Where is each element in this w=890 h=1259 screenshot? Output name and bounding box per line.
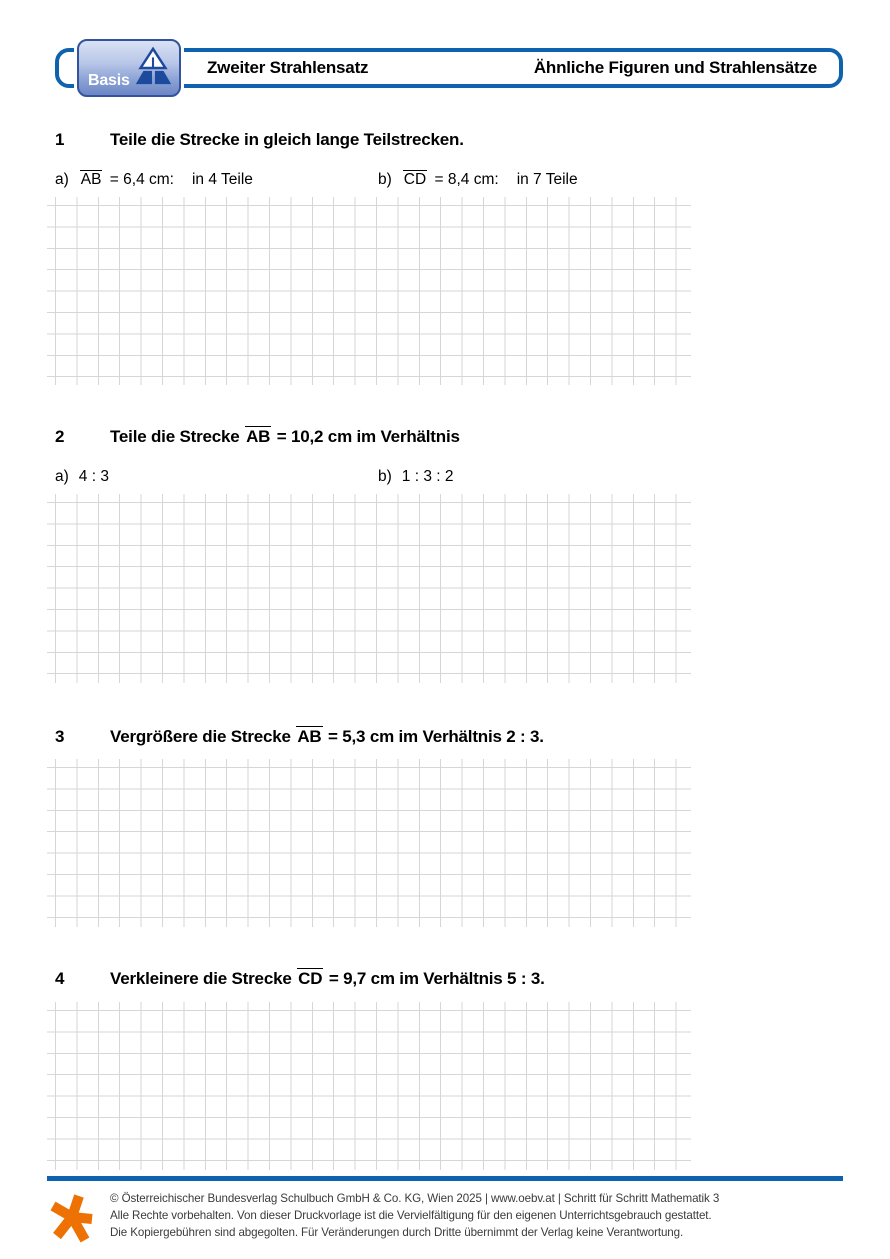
- task-3-number: 3: [55, 727, 65, 746]
- chapter-title: Ähnliche Figuren und Strahlensätze: [533, 58, 817, 77]
- task-2-part-b: [378, 468, 454, 486]
- task-4-heading: [55, 968, 545, 989]
- segment-name: AB: [246, 427, 271, 446]
- task-2-text: Teile die Strecke AB = 10,2 cm im Verhältnis: [110, 427, 460, 446]
- task-2-parts: [0, 468, 890, 490]
- task-2-number: 2: [55, 427, 65, 446]
- part-label: a): [55, 468, 69, 485]
- segment-name: CD: [298, 969, 323, 988]
- part-detail: in 4 Teile: [191, 171, 253, 188]
- strahlensatz-triangle-icon: [132, 46, 174, 88]
- grid-horizontal-lines: [47, 767, 691, 920]
- footer-divider: [47, 1176, 843, 1181]
- ratio-value: 1 : 3 : 2: [401, 468, 454, 485]
- task-1-part-b: [378, 170, 578, 189]
- header-bar: [55, 48, 843, 88]
- segment-name: AB: [297, 727, 322, 746]
- segment-length: = 8,4 cm:: [434, 171, 499, 188]
- footer-copyright: [110, 1190, 770, 1241]
- segment-length: = 6,4 cm:: [109, 171, 174, 188]
- basis-badge: [77, 39, 181, 97]
- footer-line-3: Die Kopiergebühren sind abgegolten. Für Veränderungen durch Dritte übernimmt der Verlag keine Verantwortung.: [110, 1226, 684, 1239]
- part-label: b): [378, 468, 392, 485]
- task-1-heading: [55, 130, 464, 150]
- task-1-number: 1: [55, 130, 65, 149]
- task-4-text: Verkleinere die Strecke CD = 9,7 cm im Verhältnis 5 : 3.: [110, 969, 545, 988]
- ratio-value: 4 : 3: [78, 468, 109, 485]
- segment-name: AB: [80, 171, 102, 188]
- badge-label: Basis: [88, 72, 130, 89]
- task-1-parts: [0, 170, 890, 192]
- drawing-grid-1: [47, 197, 691, 385]
- task-1-text: Teile die Strecke in gleich lange Teilstrecken.: [110, 130, 464, 149]
- part-label: b): [378, 171, 392, 188]
- task-3-heading: [55, 726, 544, 747]
- task-1-part-a: [55, 170, 253, 189]
- task-3-text: Vergrößere die Strecke AB = 5,3 cm im Verhältnis 2 : 3.: [110, 727, 544, 746]
- grid-horizontal-lines: [47, 1010, 691, 1163]
- drawing-grid-2: [47, 494, 691, 683]
- part-detail: in 7 Teile: [516, 171, 578, 188]
- footer-line-2: Alle Rechte vorbehalten. Von dieser Druckvorlage ist die Vervielfältigung für den eigenen Unterrichtsgebrauch gestattet.: [110, 1209, 712, 1222]
- grid-horizontal-lines: [47, 205, 691, 378]
- oebv-logo-icon: [48, 1192, 96, 1244]
- segment-name: CD: [403, 171, 427, 188]
- drawing-grid-3: [47, 759, 691, 927]
- task-2-heading: [55, 426, 460, 447]
- part-label: a): [55, 171, 69, 188]
- drawing-grid-4: [47, 1002, 691, 1170]
- task-4-number: 4: [55, 969, 65, 988]
- worksheet-title: Zweiter Strahlensatz: [207, 58, 369, 77]
- grid-horizontal-lines: [47, 502, 691, 676]
- task-2-part-a: [55, 468, 109, 486]
- footer-line-1: © Österreichischer Bundesverlag Schulbuch GmbH & Co. KG, Wien 2025 | www.oebv.at | Schritt für Schritt Mathematik 3: [110, 1192, 720, 1205]
